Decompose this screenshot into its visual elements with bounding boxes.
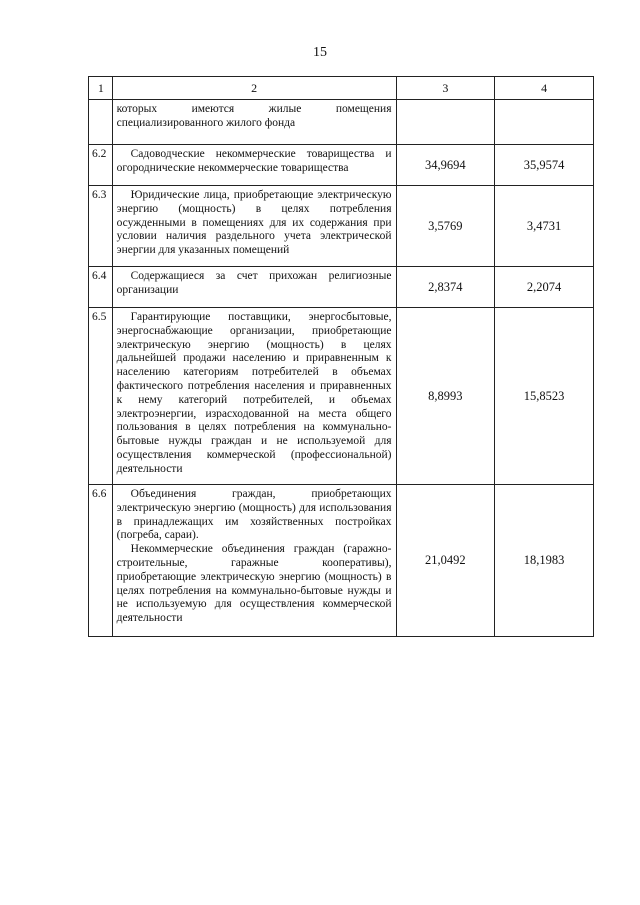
row-value-3: 21,0492 (396, 485, 495, 637)
header-col-3: 3 (396, 77, 495, 100)
row-code: 6.6 (89, 485, 113, 637)
table-row (89, 145, 594, 186)
row-value-4: 3,4731 (495, 186, 594, 267)
row-value-3: 34,9694 (396, 145, 495, 186)
row-text: Содержащиеся за счет прихожан религиозные организации (116, 270, 392, 296)
table-row (89, 186, 594, 267)
row-code: 6.2 (89, 145, 113, 186)
row-description (112, 267, 396, 308)
row-text: Садоводческие некоммерческие товарищества и огороднические некоммерческие товарищества (116, 148, 392, 174)
row-value-4: 35,9574 (495, 145, 594, 186)
row-code (89, 100, 113, 145)
row-value-4: 2,2074 (495, 267, 594, 308)
row-text: Юридические лица, приобретающие электрическую энергию (мощность) в целях потребления осужденными в помещениях для их содержания при условии наличия раздельного учета электрической энергии для указанных помещений (116, 189, 392, 257)
row-text: Некоммерческие объединения граждан (гаражно-строительные, гаражные кооперативы), приобретающие электрическую энергию (мощность) в целях потребления на коммунально-бытовые нужды и не используемую для осуществления коммерческой деятельности (116, 543, 392, 625)
row-code: 6.5 (89, 308, 113, 485)
row-value-4: 15,8523 (495, 308, 594, 485)
table-row (89, 485, 594, 637)
row-value-3 (396, 100, 495, 145)
row-value-3: 8,8993 (396, 308, 495, 485)
header-col-2: 2 (112, 77, 396, 100)
table-row (89, 308, 594, 485)
row-value-4: 18,1983 (495, 485, 594, 637)
row-description (112, 186, 396, 267)
row-text: Гарантирующие поставщики, энергосбытовые, энергоснабжающие организации, приобретающие электрическую энергию (мощность) в целях дальнейшей продажи населению и приравненным к населению категориям потребителей в объемах фактического потребления населения и приравненных к нему категорий потребителей, и объемах электроэнергии, израсходованной на места общего пользования в целях потребления на коммунально-бытовые нужды граждан и не используемой для осуществления коммерческой (профессиональной) деятельности (116, 311, 392, 475)
header-col-1: 1 (89, 77, 113, 100)
row-value-3: 2,8374 (396, 267, 495, 308)
row-text: Объединения граждан, приобретающих электрическую энергию (мощность) для использования в принадлежащих им хозяйственных постройках (погреба, сараи). (116, 488, 392, 542)
row-value-4 (495, 100, 594, 145)
page-number: 15 (313, 45, 327, 60)
header-col-4: 4 (495, 77, 594, 100)
tariff-table (88, 76, 594, 637)
row-description (112, 485, 396, 637)
row-text: которых имеются жилые помещения специализированного жилого фонда (116, 103, 392, 129)
row-code: 6.4 (89, 267, 113, 308)
row-description (112, 308, 396, 485)
table-row (89, 267, 594, 308)
table-row (89, 100, 594, 145)
row-value-3: 3,5769 (396, 186, 495, 267)
row-description (112, 145, 396, 186)
row-code: 6.3 (89, 186, 113, 267)
row-description (112, 100, 396, 145)
table-header-row (89, 77, 594, 100)
